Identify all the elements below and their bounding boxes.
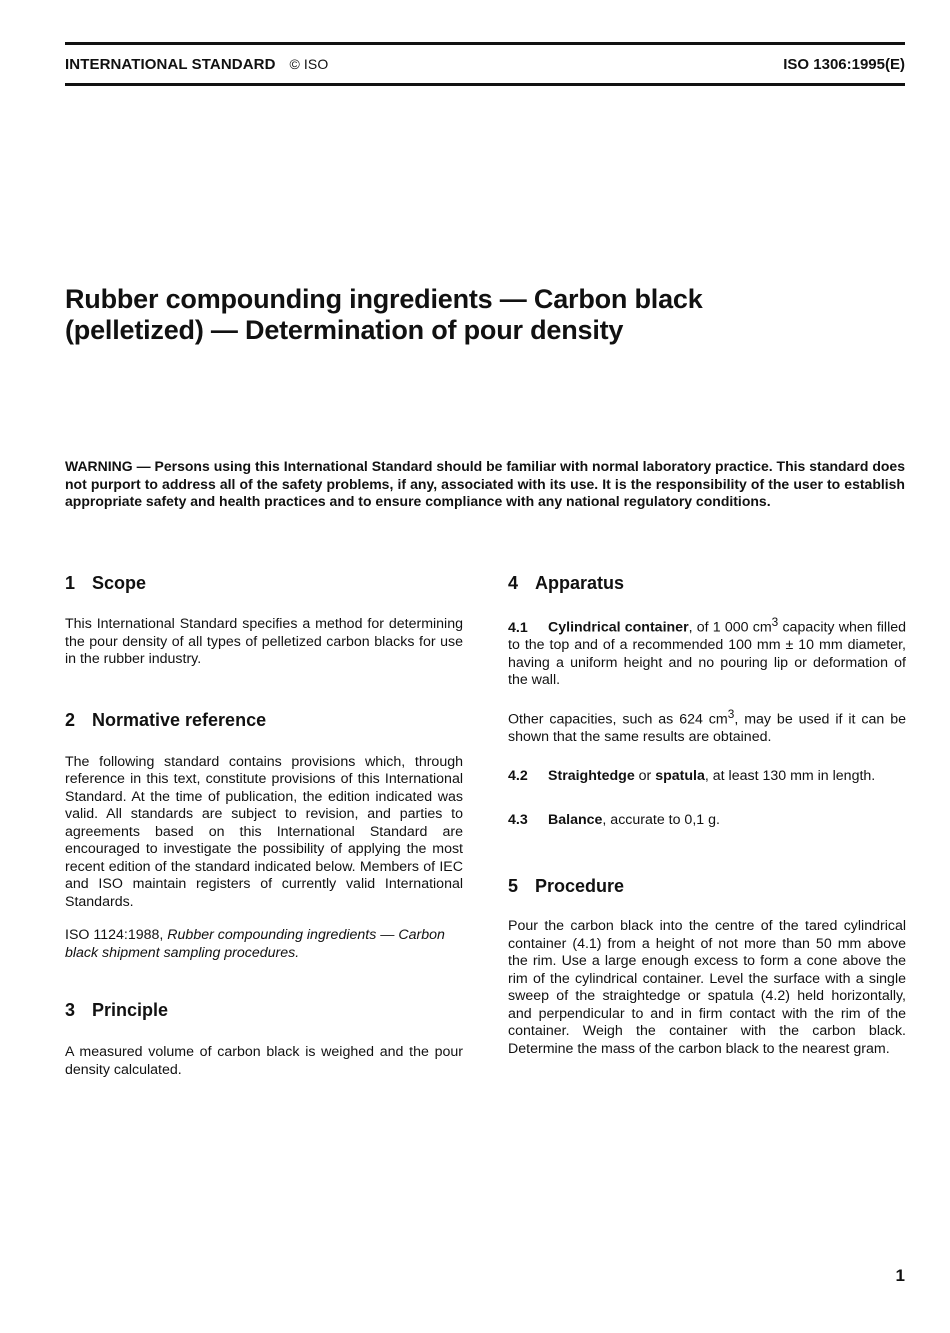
section-procedure-heading: [508, 875, 906, 897]
item-text: capacity when filled to the top and of a recommended 100 mm ± 10 mm diameter, having a uniform height and no pouring lip or deformation of the wall.: [508, 619, 907, 689]
header-rule-bottom: [65, 83, 905, 86]
item-text: , at least 130 mm in length.: [704, 768, 876, 785]
procedure-text: Pour the carbon black into the centre of the tared cylindrical container (4.1) from a height of not more than 50 mm above the rim. Use a large enough excess to form a cone above the rim of the cylindrical container. Level the surface with a single sweep of the straightedge or spatula (4.2) held horizontally, and perpendicular to and in firm contact with the rim of the container. Weigh the container with the carbon black. Determine the mass of the carbon black to the nearest gram.: [508, 918, 906, 1057]
title-line-1: Rubber compounding ingredients — Carbon black: [65, 284, 703, 314]
item-term: Balance: [548, 811, 603, 828]
section-scope-heading: [65, 572, 463, 594]
item-number: 4.1: [508, 619, 528, 636]
section-apparatus-heading: [508, 572, 906, 594]
header-rule-top: [65, 42, 905, 45]
section-number: 2: [65, 709, 76, 730]
section-title: Normative reference: [92, 709, 267, 730]
column-right: [508, 572, 906, 1058]
section-title: Principle: [92, 1000, 169, 1020]
warning-text: WARNING — Persons using this International Standard should be familiar with normal laboratory practice. This standard does not purport to address all of the safety problems, if any, associated with its use. It is the responsibility of the user to establish appropriate safety and health practices and to ensure compliance with any national regulatory conditions.: [65, 458, 905, 509]
item-term: Straightedge: [548, 768, 635, 785]
note-text: , may be used if it can be shown that the same results are obtained.: [508, 711, 906, 745]
item-term: spatula: [655, 768, 705, 785]
apparatus-note: [508, 706, 906, 747]
item-text: or: [634, 768, 656, 785]
normative-reference: [65, 927, 463, 962]
superscript: 3: [771, 615, 779, 629]
apparatus-item-4-1: [508, 614, 906, 690]
section-principle-heading: [65, 999, 463, 1021]
reference-title: Rubber compounding ingredients — Carbon black shipment sampling procedures.: [65, 927, 445, 961]
page-number: 1: [895, 1266, 905, 1285]
superscript: 3: [727, 706, 735, 721]
section-normative-heading: [65, 709, 463, 731]
apparatus-item-4-2: [508, 768, 906, 786]
scope-text: This International Standard specifies a method for determining the pour density of all types of pelletized carbon blacks for use in the rubber industry.: [65, 616, 463, 667]
section-title: Scope: [92, 573, 147, 593]
item-term: Cylindrical container: [548, 619, 689, 636]
header-document-id: ISO 1306:1995(E): [783, 56, 905, 73]
item-number: 4.2: [508, 768, 528, 785]
header-left: [65, 56, 328, 73]
principle-text: A measured volume of carbon black is weighed and the pour density calculated.: [65, 1044, 463, 1078]
section-number: 3: [65, 1000, 76, 1020]
section-number: 1: [65, 573, 76, 593]
item-text: , of 1 000 cm: [688, 619, 772, 636]
header-copyright: © ISO: [289, 56, 329, 72]
title-line-2: (pelletized) — Determination of pour density: [65, 315, 624, 345]
item-text: , accurate to 0,1 g.: [602, 811, 720, 828]
item-number: 4.3: [508, 811, 528, 828]
document-title: [65, 284, 905, 346]
header-standard-label: INTERNATIONAL STANDARD: [65, 56, 276, 73]
column-left: [65, 572, 463, 1079]
normative-text: The following standard contains provisions which, through reference in this text, constitute provisions of this International Standard. At the time of publication, the edition indicated was valid. All standards are subject to revision, and parties to agreements based on this International Standard are encouraged to investigate the possibility of applying the most recent edition of the standard indicated below. Members of IEC and ISO maintain registers of currently valid International Standards.: [65, 753, 463, 910]
apparatus-item-4-3: [508, 812, 906, 830]
reference-code: ISO 1124:1988,: [65, 927, 164, 943]
section-title: Apparatus: [535, 573, 625, 593]
section-number: 4: [508, 573, 519, 593]
section-number: 5: [508, 876, 519, 897]
note-text: Other capacities, such as 624 cm: [508, 711, 728, 728]
section-title: Procedure: [535, 876, 625, 897]
